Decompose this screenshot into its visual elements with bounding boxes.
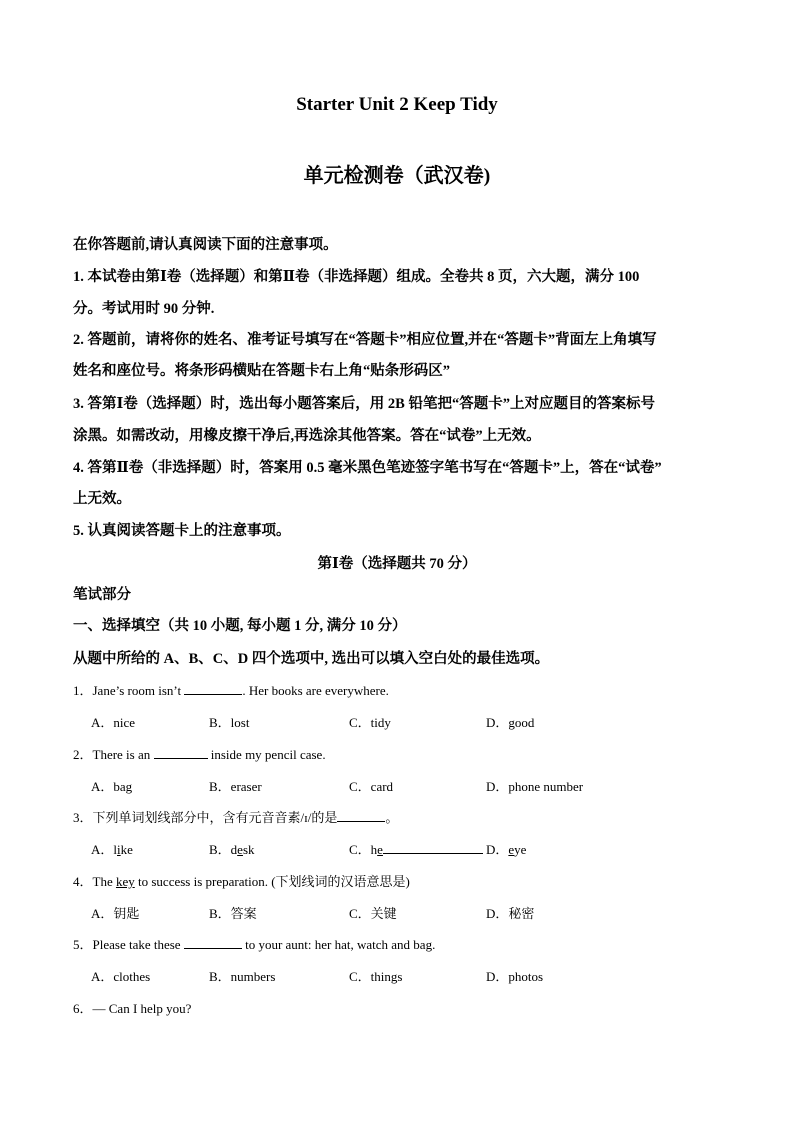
notice-line: 涂黑。如需改动，用橡皮擦干净后,再选涂其他答案。答在“试卷”上无效。 (73, 428, 541, 444)
option-b: B．numbers (209, 969, 276, 984)
option-b: B．答案 (209, 906, 257, 921)
underlined-word: key (115, 874, 135, 889)
option-d: D．good (486, 715, 535, 730)
option-c: C．card (349, 779, 394, 794)
notice-heading: 在你答题前,请认真阅读下面的注意事项。 (73, 237, 338, 253)
question-4 (73, 871, 410, 890)
notice-line: 5. 认真阅读答题卡上的注意事项。 (73, 523, 291, 539)
option-a: A．bag (91, 779, 133, 794)
question-text: 3．下列单词划线部分中，含有元音音素/ɪ/的是 (73, 810, 338, 825)
option-a: A．nice (91, 715, 136, 730)
section-instruction: 从题中所给的 A、B、C、D 四个选项中, 选出可以填入空白处的最佳选项。 (73, 651, 550, 667)
notice-line: 分。考试用时 90 分钟. (73, 301, 215, 317)
option-d: D．秘密 (486, 906, 535, 921)
answer-blank (184, 682, 242, 695)
part-title: 第Ⅰ卷（选择题共 70 分） (317, 556, 477, 572)
section-title: 一、选择填空（共 10 小题, 每小题 1 分, 满分 10 分） (73, 618, 407, 634)
answer-blank (337, 809, 385, 822)
notice-line: 姓名和座位号。将条形码横贴在答题卡右上角“贴条形码区” (73, 363, 450, 379)
question-text: inside my pencil case. (207, 747, 326, 762)
notice-line: 2. 答题前，请将你的姓名、准考证号填写在“答题卡”相应位置,并在“答题卡”背面左上角填写 (73, 332, 657, 348)
notice-line: 4. 答第Ⅱ卷（非选择题）时，答案用 0.5 毫米黑色笔迹签字笔书写在“答题卡”上，答在“试卷” (73, 460, 662, 476)
page-title: Starter Unit 2 Keep Tidy (296, 94, 498, 115)
section-heading: 笔试部分 (73, 587, 131, 603)
question-text: 1．Jane’s room isn’t (73, 683, 185, 698)
option-b: B．desk (209, 842, 255, 857)
option-b: B．eraser (209, 779, 262, 794)
option-c: C．关键 (349, 906, 397, 921)
option-a: A．like (91, 842, 133, 857)
option-c: C．things (349, 969, 403, 984)
question-6: 6．— Can I help you? (73, 1001, 192, 1016)
option-a: A．clothes (91, 969, 151, 984)
page-subtitle: 单元检测卷（武汉卷) (303, 165, 491, 187)
question-2 (73, 744, 326, 763)
question-text: 5．Please take these (73, 937, 184, 952)
question-5 (73, 934, 435, 953)
question-text: 4．The (73, 874, 116, 889)
option-d: D．phone number (486, 779, 584, 794)
notice-line: 上无效。 (73, 491, 131, 507)
answer-blank (154, 746, 208, 759)
underline-gap (383, 843, 483, 854)
answer-blank (184, 936, 242, 949)
question-text: to success is preparation. (下划线词的汉语意思是) (134, 874, 410, 889)
question-text: 。 (385, 810, 399, 825)
notice-line: 3. 答第Ⅰ卷（选择题）时，选出每小题答案后，用 2B 铅笔把“答题卡”上对应题目的答案标号 (73, 396, 655, 412)
option-b: B．lost (209, 715, 250, 730)
question-text: 2．There is an (73, 747, 154, 762)
option-a: A．钥匙 (91, 906, 140, 921)
question-1 (73, 680, 389, 699)
question-text: . Her books are everywhere. (242, 683, 389, 698)
question-3 (73, 807, 398, 826)
option-c: C．tidy (349, 715, 391, 730)
question-text: to your aunt: her hat, watch and bag. (241, 937, 436, 952)
option-d: D．photos (486, 969, 544, 984)
option-d: D．eye (486, 842, 527, 857)
option-c: C．he (349, 839, 483, 858)
notice-line: 1. 本试卷由第Ⅰ卷（选择题）和第Ⅱ卷（非选择题）组成。全卷共 8 页，六大题，满分 100 (73, 269, 640, 285)
